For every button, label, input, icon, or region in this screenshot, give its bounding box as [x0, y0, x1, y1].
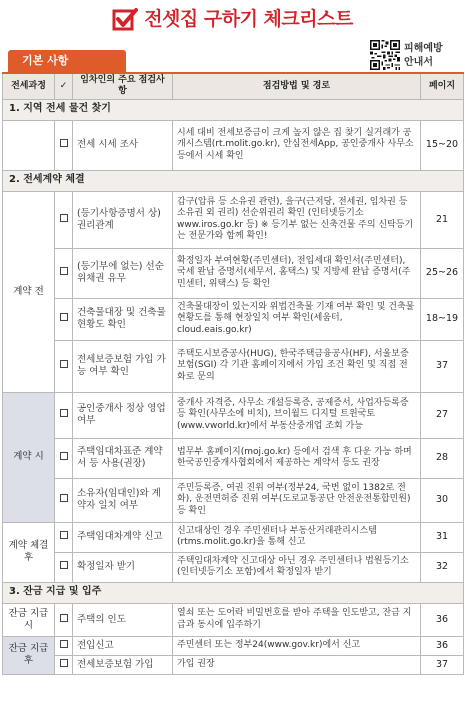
- check-item: 전입신고: [73, 636, 173, 655]
- check-cell: [55, 191, 73, 248]
- check-item: 건축물대장 및 건축물 현황도 확인: [73, 298, 173, 340]
- table-row: [3, 603, 464, 636]
- title-bar: [0, 0, 465, 40]
- check-item: 주택임대차표준 계약서 등 사용(권장): [73, 438, 173, 478]
- check-cell: [55, 248, 73, 298]
- table-row: [3, 191, 464, 248]
- check-cell: [55, 298, 73, 340]
- check-item: 주택의 인도: [73, 603, 173, 636]
- check-method: 주민등록증, 여권 진위 여부(정부24, 국번 없이 1382로 전화), 운전면허증 진위 여부(도로교통공단 안전운전통합민원) 등 확인: [173, 478, 421, 522]
- page-number: 27: [421, 392, 464, 438]
- qr-caption: 피해예방 안내서: [404, 43, 443, 68]
- table-row: [3, 120, 464, 170]
- checkbox[interactable]: [60, 531, 68, 539]
- col-header-method: 점검방법 및 경로: [173, 73, 421, 99]
- table-row: [3, 248, 464, 298]
- check-item: 전세 시세 조사: [73, 120, 173, 170]
- table-row: [3, 392, 464, 438]
- check-cell: [55, 552, 73, 582]
- checkbox[interactable]: [60, 452, 68, 460]
- page-title: 전셋집 구하기 체크리스트: [144, 8, 353, 31]
- check-item: 공인중개사 정상 영업 여부: [73, 392, 173, 438]
- check-cell: [55, 636, 73, 655]
- page-number: 37: [421, 340, 464, 392]
- col-header-item: 임차인의 주요 점검사항: [73, 73, 173, 99]
- process-phase: 잔금 지급 시: [3, 603, 55, 636]
- check-item: (등기부에 없는) 선순위채권 유무: [73, 248, 173, 298]
- col-header-process: 전세과정: [3, 73, 55, 99]
- check-item: 소유자(임대인)와 계약자 일치 여부: [73, 478, 173, 522]
- checkbox[interactable]: [60, 267, 68, 275]
- check-method: 주택도시보증공사(HUG), 한국주택금융공사(HF), 서울보증보험(SGI) 각 기관 홈페이지에서 가입 조건 확인 및 직접 전화로 문의: [173, 340, 421, 392]
- check-method: 가입 권장: [173, 655, 421, 674]
- page-number: 31: [421, 522, 464, 552]
- section-heading-row: [3, 170, 464, 191]
- check-method: 시세 대비 전세보증금이 크게 높지 않은 집 찾기 실거래가 공개시스템(rt.molit.go.kr), 안심전세App, 공인중개사 사무소 등에서 시세 확인: [173, 120, 421, 170]
- table-row: [3, 298, 464, 340]
- page-number: 36: [421, 636, 464, 655]
- page-number: 30: [421, 478, 464, 522]
- check-cell: [55, 392, 73, 438]
- table-row: [3, 655, 464, 674]
- section-heading: 3. 잔금 지급 및 입주: [3, 582, 464, 603]
- check-cell: [55, 655, 73, 674]
- page-number: 15~20: [421, 120, 464, 170]
- section-tab: 기본 사항: [8, 50, 126, 72]
- checkbox[interactable]: [60, 360, 68, 368]
- subheader: [0, 40, 465, 72]
- table-row: [3, 438, 464, 478]
- process-phase: 잔금 지급 후: [3, 636, 55, 674]
- check-item: (등기사항증명서 상) 권리관계: [73, 191, 173, 248]
- table-row: [3, 636, 464, 655]
- checkbox[interactable]: [60, 614, 68, 622]
- check-cell: [55, 478, 73, 522]
- check-cell: [55, 438, 73, 478]
- section-heading: 1. 지역 전세 물건 찾기: [3, 99, 464, 120]
- checklist-table: [2, 72, 464, 675]
- qr-code-icon[interactable]: [370, 40, 400, 70]
- check-cell: [55, 603, 73, 636]
- checkbox[interactable]: [60, 214, 68, 222]
- section-heading: 2. 전세계약 체결: [3, 170, 464, 191]
- check-method: 주택임대차계약 신고대상 아닌 경우 주민센터나 법원등기소(인터넷등기소 포함)에서 확정일자 받기: [173, 552, 421, 582]
- check-item: 전세보증보험 가입 가능 여부 확인: [73, 340, 173, 392]
- check-method: 건축물대장이 있는지와 위법건축물 기재 여부 확인 및 건축물 현황도를 통해 현장일치 여부 확인(세움터, cloud.eais.go.kr): [173, 298, 421, 340]
- section-heading-row: [3, 99, 464, 120]
- col-header-page: 페이지: [421, 73, 464, 99]
- check-cell: [55, 522, 73, 552]
- check-cell: [55, 340, 73, 392]
- page-number: 25~26: [421, 248, 464, 298]
- page-number: 21: [421, 191, 464, 248]
- table-row: [3, 340, 464, 392]
- checkbox[interactable]: [60, 313, 68, 321]
- checkbox[interactable]: [60, 640, 68, 648]
- page-number: 36: [421, 603, 464, 636]
- check-method: 갑구(압류 등 소유권 관련), 을구(근저당, 전세권, 임차권 등 소유권 외 권리) 선순위권리 확인 (인터넷등기소 www.iros.go.kr 등) ※ 등기부 없는 신축건물 주의 신탁등기는 전문가와 함께 확인!: [173, 191, 421, 248]
- check-method: 법무부 홈페이지(moj.go.kr) 등에서 검색 후 다운 가능 하며 한국공인중개사협회에서 제공하는 계약서 등도 권장: [173, 438, 421, 478]
- process-phase: 계약 전: [3, 191, 55, 392]
- table-row: [3, 552, 464, 582]
- page-number: 37: [421, 655, 464, 674]
- check-method: 중개사 자격증, 사무소 개설등록증, 공제증서, 사업자등록증 등 확인(사무소에 비치), 브이월드 디지털 트윈국토(www.vworld.kr)에서 부동산중개업 조회 가능: [173, 392, 421, 438]
- checkmark-icon: [112, 7, 138, 33]
- section-heading-row: [3, 582, 464, 603]
- checkbox[interactable]: [60, 494, 68, 502]
- check-method: 주민센터 또는 정부24(www.gov.kr)에서 신고: [173, 636, 421, 655]
- table-row: [3, 522, 464, 552]
- page-number: 18~19: [421, 298, 464, 340]
- check-item: 주택임대차계약 신고: [73, 522, 173, 552]
- table-header: [3, 73, 464, 99]
- check-method: 열쇠 또는 도어락 비밀번호를 받아 주택을 인도받고, 잔금 지급과 동시에 입주하기: [173, 603, 421, 636]
- col-header-check: ✓: [55, 73, 73, 99]
- check-method: 신고대상인 경우 주민센터나 부동산거래관리시스템(rtms.molit.go.kr)을 통해 신고: [173, 522, 421, 552]
- checkbox[interactable]: [60, 659, 68, 667]
- check-item: 확정일자 받기: [73, 552, 173, 582]
- check-item: 전세보증보험 가입: [73, 655, 173, 674]
- process-phase: [3, 120, 55, 170]
- checkbox[interactable]: [60, 409, 68, 417]
- table-row: [3, 478, 464, 522]
- checkbox[interactable]: [60, 139, 68, 147]
- page-number: 32: [421, 552, 464, 582]
- check-method: 확정일자 부여현황(주민센터), 전입세대 확인서(주민센터), 국세 완납 증명서(세무서, 홈택스) 및 지방세 완납 증명서(주민센터, 위택스) 등 확인: [173, 248, 421, 298]
- process-phase: 계약 체결 후: [3, 522, 55, 582]
- check-cell: [55, 120, 73, 170]
- checkbox[interactable]: [60, 561, 68, 569]
- page-number: 28: [421, 438, 464, 478]
- process-phase: 계약 시: [3, 392, 55, 522]
